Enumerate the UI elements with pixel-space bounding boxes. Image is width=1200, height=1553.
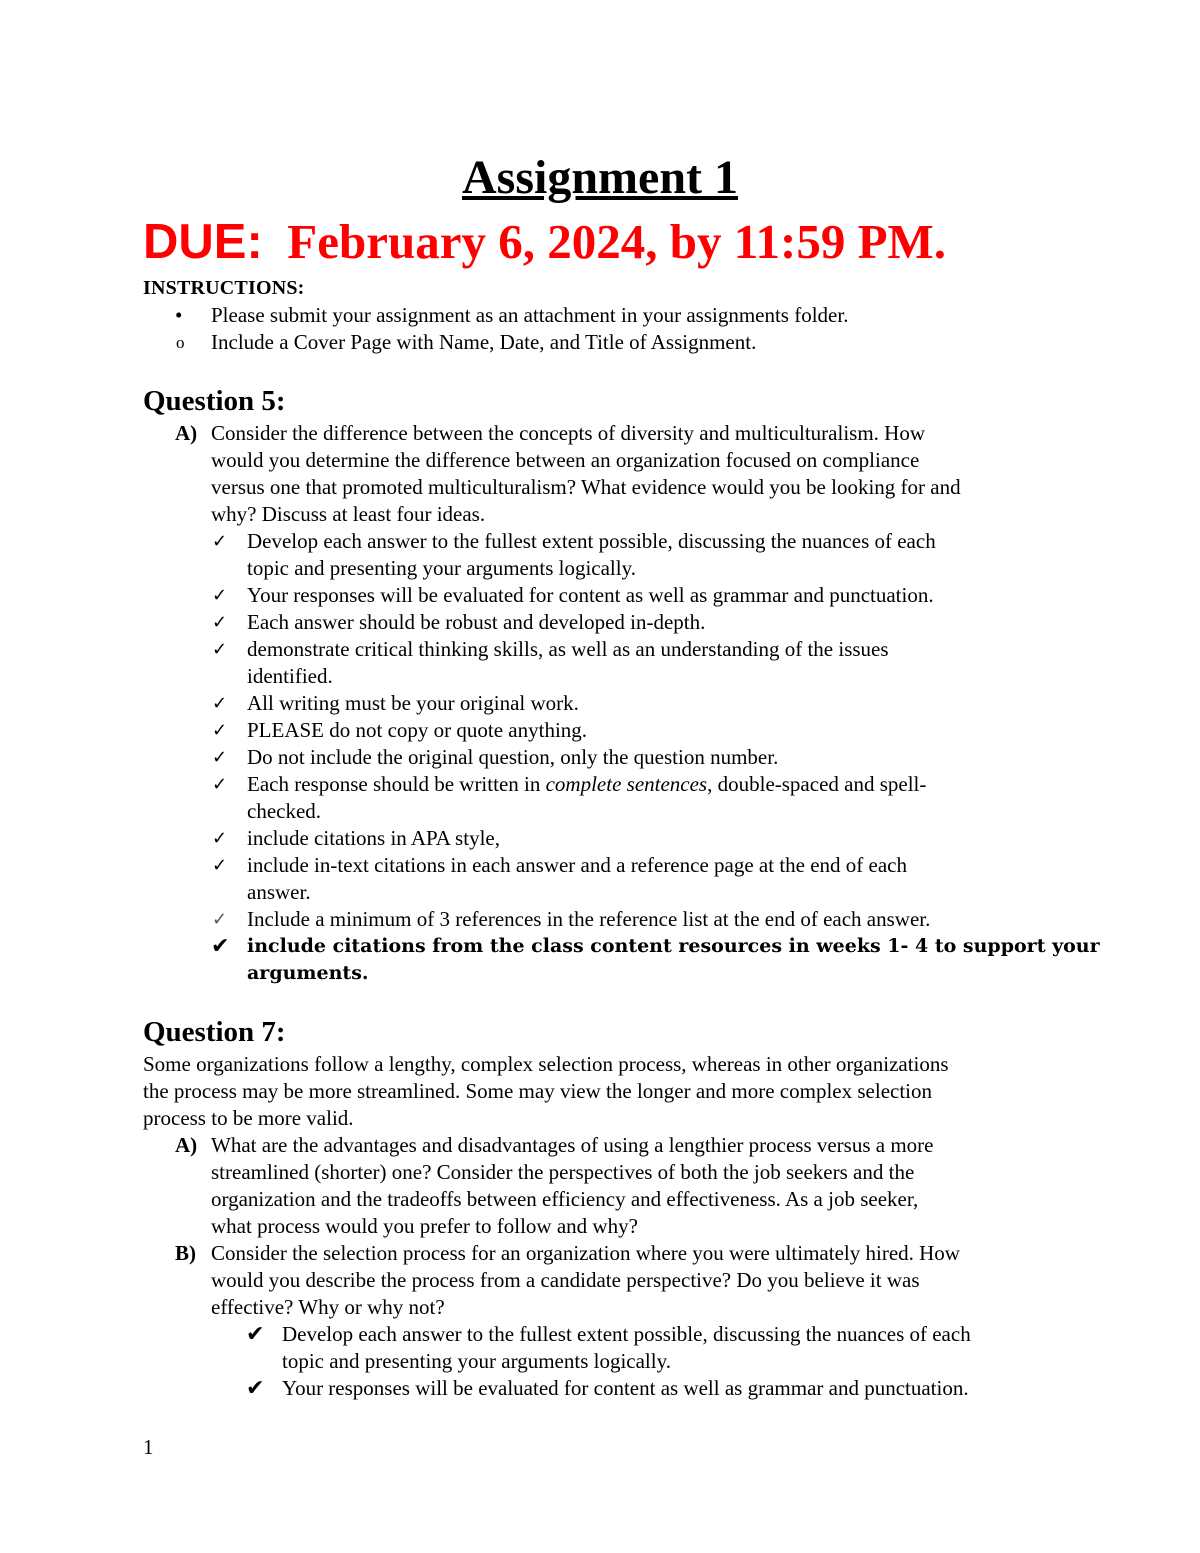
due-date bbox=[143, 213, 946, 271]
checkmark-icon: ✓ bbox=[212, 909, 228, 930]
checklist-item: identified. bbox=[247, 664, 333, 688]
checkmark-icon: ✓ bbox=[212, 585, 228, 606]
checklist-item: Your responses will be evaluated for content as well as grammar and punctuation. bbox=[247, 583, 934, 607]
q5-a-text: Consider the difference between the concepts of diversity and multiculturalism. How bbox=[211, 421, 925, 445]
due-label: DUE: bbox=[143, 215, 263, 269]
q7-part-b-label: B) bbox=[175, 1241, 196, 1265]
checklist-item: Your responses will be evaluated for content as well as grammar and punctuation. bbox=[282, 1376, 969, 1400]
q5-a-text: would you determine the difference between an organization focused on compliance bbox=[211, 448, 920, 472]
emphasis-text: complete sentences bbox=[545, 772, 708, 796]
q5-part-a-label: A) bbox=[175, 421, 198, 445]
q7-b-text: Consider the selection process for an organization where you were ultimately hired. How bbox=[211, 1241, 960, 1265]
checklist-item: answer. bbox=[247, 880, 311, 904]
checkmark-icon: ✓ bbox=[212, 747, 228, 768]
instruction-item: Please submit your assignment as an attachment in your assignments folder. bbox=[211, 303, 849, 327]
q7-a-text: what process would you prefer to follow and why? bbox=[211, 1214, 638, 1238]
q7-b-text: would you describe the process from a candidate perspective? Do you believe it was bbox=[211, 1268, 920, 1292]
checklist-item: arguments. bbox=[247, 962, 369, 984]
q7-a-text: What are the advantages and disadvantages of using a lengthier process versus a more bbox=[211, 1133, 934, 1157]
checklist-item: Include a minimum of 3 references in the reference list at the end of each answer. bbox=[247, 907, 931, 931]
question-5-heading: Question 5: bbox=[143, 385, 286, 417]
page-title: Assignment 1 bbox=[461, 151, 739, 204]
checkmark-icon: ✓ bbox=[212, 531, 228, 552]
checklist-item: Develop each answer to the fullest extent possible, discussing the nuances of each bbox=[247, 529, 936, 553]
q5-a-text: why? Discuss at least four ideas. bbox=[211, 502, 486, 526]
q7-b-text: effective? Why or why not? bbox=[211, 1295, 445, 1319]
page-number: 1 bbox=[143, 1435, 154, 1459]
checkmark-icon: ✔ bbox=[246, 1322, 265, 1347]
q7-intro-text: Some organizations follow a lengthy, complex selection process, whereas in other organizations bbox=[143, 1052, 949, 1076]
checkmark-icon: ✔ bbox=[211, 934, 230, 959]
checklist-item: PLEASE do not copy or quote anything. bbox=[247, 718, 588, 742]
checklist-item: topic and presenting your arguments logically. bbox=[282, 1349, 671, 1373]
instructions-heading: INSTRUCTIONS: bbox=[143, 277, 305, 299]
q7-intro-text: process to be more valid. bbox=[143, 1106, 354, 1130]
checklist-item: Do not include the original question, only the question number. bbox=[247, 745, 779, 769]
checkmark-icon: ✓ bbox=[212, 855, 228, 876]
checkmark-icon: ✓ bbox=[212, 828, 228, 849]
checkmark-icon: ✓ bbox=[212, 693, 228, 714]
q7-part-a-label: A) bbox=[175, 1133, 198, 1157]
checklist-item: topic and presenting your arguments logically. bbox=[247, 556, 636, 580]
checkmark-icon: ✓ bbox=[212, 720, 228, 741]
checklist-item: include in-text citations in each answer and a reference page at the end of each bbox=[247, 853, 908, 877]
checklist-item: include citations in APA style, bbox=[247, 826, 500, 850]
checklist-item: Each answer should be robust and developed in-depth. bbox=[247, 610, 706, 634]
bullet-dot-icon: • bbox=[175, 303, 183, 327]
checkmark-icon: ✓ bbox=[212, 612, 228, 633]
checklist-item: include citations from the class content resources in weeks 1- 4 to support your bbox=[247, 935, 1100, 957]
instruction-item: Include a Cover Page with Name, Date, and Title of Assignment. bbox=[211, 330, 757, 354]
q7-a-text: organization and the tradeoffs between efficiency and effectiveness. As a job seeker, bbox=[211, 1187, 919, 1211]
q7-intro-text: the process may be more streamlined. Some may view the longer and more complex selection bbox=[143, 1079, 933, 1103]
q7-a-text: streamlined (shorter) one? Consider the perspectives of both the job seekers and the bbox=[211, 1160, 915, 1184]
q5-a-text: versus one that promoted multiculturalism? What evidence would you be looking for and bbox=[211, 475, 961, 499]
checklist-item: Develop each answer to the fullest extent possible, discussing the nuances of each bbox=[282, 1322, 971, 1346]
question-7-heading: Question 7: bbox=[143, 1016, 286, 1048]
checklist-item: Each response should be written in complete sentences, double-spaced and spell- bbox=[247, 772, 927, 796]
checkmark-icon: ✓ bbox=[212, 774, 228, 795]
checklist-item: demonstrate critical thinking skills, as well as an understanding of the issues bbox=[247, 637, 889, 661]
checkmark-icon: ✓ bbox=[212, 639, 228, 660]
checklist-item: checked. bbox=[247, 799, 322, 823]
checklist-item: All writing must be your original work. bbox=[247, 691, 579, 715]
checkmark-icon: ✔ bbox=[246, 1376, 265, 1401]
due-value: February 6, 2024, by 11:59 PM. bbox=[287, 214, 947, 269]
bullet-circle-icon: o bbox=[176, 333, 185, 352]
